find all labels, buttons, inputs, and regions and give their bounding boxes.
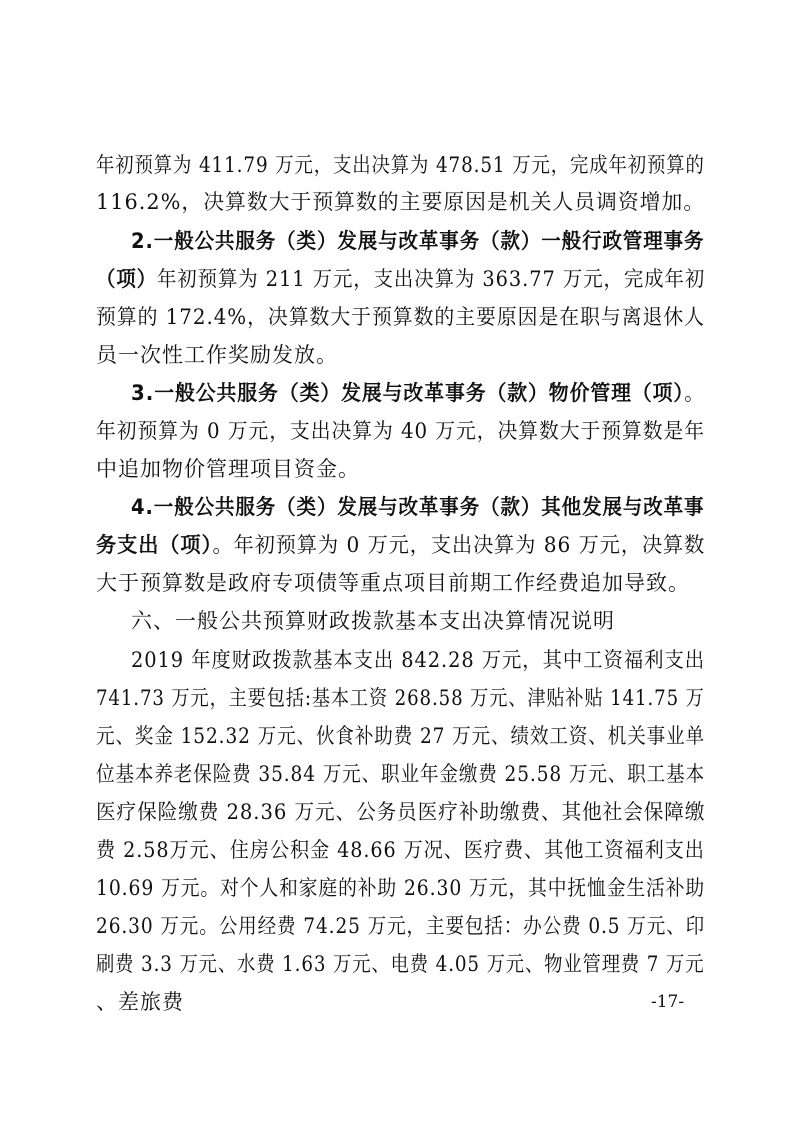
body-text: 年初预算为 411.79 万元，支出决算为 478.51 万元，完成年初预算的 bbox=[96, 153, 705, 177]
body-text: 。年初预算为 0 万元，支出决算为 86 万元，决算数 bbox=[212, 533, 706, 557]
body-text: 中追加物价管理项目资金。 bbox=[96, 457, 360, 481]
body-line bbox=[96, 187, 705, 217]
body-text: 医疗保险缴费 28.36 万元、公务员医疗补助缴费、其他社会保障缴 bbox=[96, 800, 706, 824]
body-text: 费 2.58万元、住房公积金 48.66 万况、医疗费、其他工资福利支出 bbox=[96, 838, 705, 862]
body-line bbox=[96, 416, 705, 446]
body-text: 。 bbox=[684, 381, 706, 405]
body-text: 大于预算数是政府专项债等重点项目前期工作经费追加导致。 bbox=[96, 571, 690, 595]
body-text: 741.73 万元，主要包括:基本工资 268.58 万元、津贴补贴 141.75 万 bbox=[96, 686, 705, 710]
body-text: 元、奖金 152.32 万元、伙食补助费 27 万元、绩效工资、机关事业单 bbox=[96, 724, 705, 748]
body-line bbox=[96, 949, 704, 979]
bold-heading-text: 务支出（项） bbox=[96, 533, 213, 557]
body-line bbox=[96, 264, 705, 294]
body-line bbox=[96, 987, 184, 1017]
body-line bbox=[96, 683, 705, 713]
body-text: 、差旅费 bbox=[96, 990, 184, 1014]
body-text: 刷费 3.3 万元、水费 1.63 万元、电费 4.05 万元、物业管理费 7 万元 bbox=[96, 952, 705, 976]
item-heading-2 bbox=[131, 226, 704, 256]
bold-heading-text: （项） bbox=[96, 267, 157, 291]
body-text: 10.69 万元。对个人和家庭的补助 26.30 万元，其中抚恤金生活补助 bbox=[96, 876, 706, 900]
body-line bbox=[96, 150, 705, 180]
body-text: 年初预算为 211 万元，支出决算为 363.77 万元，完成年初 bbox=[156, 267, 706, 291]
item-heading-3 bbox=[131, 378, 705, 408]
body-text: 员一次性工作奖励发放。 bbox=[96, 343, 338, 367]
body-line bbox=[96, 454, 360, 484]
body-line bbox=[96, 911, 705, 941]
body-line bbox=[131, 645, 705, 675]
page-number: -17- bbox=[651, 992, 685, 1012]
body-line bbox=[96, 797, 705, 827]
body-text: 预算的 172.4%，决算数大于预算数的主要原因是在职与离退休人 bbox=[96, 305, 705, 329]
body-line bbox=[96, 721, 705, 751]
body-text: 年初预算为 0 万元，支出决算为 40 万元，决算数大于预算数是年 bbox=[96, 419, 705, 443]
body-line bbox=[96, 759, 705, 789]
body-text: 2019 年度财政拨款基本支出 842.28 万元，其中工资福利支出 bbox=[131, 648, 706, 672]
body-text: 26.30 万元。公用经费 74.25 万元，主要包括：办公费 0.5 万元、印 bbox=[96, 914, 706, 938]
body-line bbox=[96, 340, 338, 370]
body-line bbox=[96, 835, 705, 865]
bold-heading-text: 3.一般公共服务（类）发展与改革事务（款）物价管理（项） bbox=[131, 381, 685, 405]
section-heading bbox=[131, 606, 615, 636]
bold-heading-text: 4.一般公共服务（类）发展与改革事务（款）其他发展与改革事 bbox=[131, 495, 705, 519]
body-text: 位基本养老保险费 35.84 万元、职业年金缴费 25.58 万元、职工基本 bbox=[96, 762, 706, 786]
body-line bbox=[96, 302, 705, 332]
body-line bbox=[96, 568, 690, 598]
section-heading-text: 六、一般公共预算财政拨款基本支出决算情况说明 bbox=[131, 609, 615, 633]
bold-heading-text: 2.一般公共服务（类）发展与改革事务（款）一般行政管理事务 bbox=[131, 229, 705, 253]
body-text: 116.2%，决算数大于预算数的主要原因是机关人员调资增加。 bbox=[96, 190, 706, 214]
body-line bbox=[96, 873, 705, 903]
body-line bbox=[96, 530, 705, 560]
item-heading-4 bbox=[131, 492, 704, 522]
